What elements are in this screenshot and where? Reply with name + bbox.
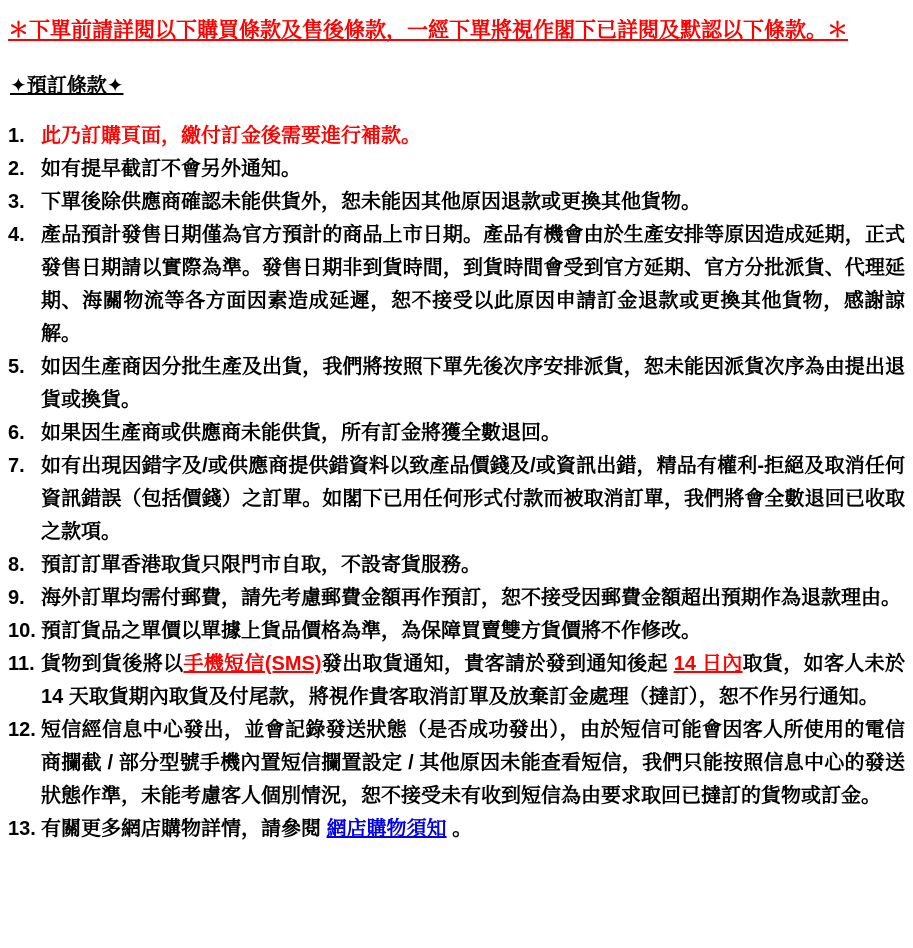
term-text-run: 貨物到貨後將以 (41, 653, 184, 676)
term-item-3 (8, 186, 905, 219)
term-number: 11. (8, 653, 35, 676)
term-text-run: 發出取貨通知，貴客請於發到通知後起 (321, 653, 674, 676)
term-text (41, 813, 905, 846)
term-highlight: 此乃訂購頁面，繳付訂金後需要進行補款。 (41, 125, 421, 148)
term-number: 1. (8, 125, 25, 148)
term-item-7 (8, 450, 905, 549)
term-number: 6. (8, 422, 25, 445)
term-item-11 (8, 648, 905, 714)
term-number: 2. (8, 158, 25, 181)
term-item-4 (8, 219, 905, 351)
term-text-run: 產品預計發售日期僅為官方預計的商品上市日期。產品有機會由於生產安排等原因造成延期，正式發售日期請以實際為準。發售日期非到貨時間，到貨時間會受到官方延期、官方分批派貨、代理延期、海關物流等各方面因素造成延遲，恕不接受以此原因申請訂金退款或更換其他貨物，感謝諒解。 (41, 224, 905, 346)
term-text (41, 549, 905, 582)
term-number: 10. (8, 620, 36, 643)
term-text (41, 582, 905, 615)
term-text (41, 417, 905, 450)
term-text (41, 450, 905, 549)
term-number: 12. (8, 719, 36, 742)
term-text-run: 如有提早截訂不會另外通知。 (41, 158, 301, 181)
section-heading: ✦預訂條款✦ (10, 75, 124, 98)
term-text (41, 351, 905, 417)
term-number: 4. (8, 224, 25, 247)
term-item-5 (8, 351, 905, 417)
term-item-12 (8, 714, 905, 813)
term-number: 7. (8, 455, 25, 478)
term-item-13 (8, 813, 905, 846)
term-text (41, 153, 905, 186)
term-text (41, 714, 905, 813)
term-text (41, 219, 905, 351)
page-title: ＊下單前請詳閱以下購買條款及售後條款，一經下單將視作閣下已詳閱及默認以下條款。＊ (8, 19, 848, 42)
term-text-run: 預訂貨品之單價以單據上貨品價格為準，為保障買賣雙方貨價將不作修改。 (41, 620, 701, 643)
term-text-run: 下單後除供應商確認未能供貨外，恕未能因其他原因退款或更換其他貨物。 (41, 191, 701, 214)
term-item-10 (8, 615, 905, 648)
term-text-run: 短信經信息中心發出，並會記錄發送狀態（是否成功發出），由於短信可能會因客人所使用的電信商攔截 / 部分型號手機內置短信攔置設定 / 其他原因未能查看短信，我們只能按照信息中心的發送狀態作準，未能考慮客人個別情況，恕不接受未有收到短信為由要求取回已撻訂的貨物或訂金。 (41, 719, 905, 808)
term-highlight: 14 日內 (673, 653, 743, 676)
term-text (41, 615, 905, 648)
term-text-run: 海外訂單均需付郵費，請先考慮郵費金額再作預訂，恕不接受因郵費金額超出預期作為退款理由。 (41, 587, 901, 610)
term-text-run: 有關更多網店購物詳情，請參閱 (41, 818, 327, 841)
term-item-6 (8, 417, 905, 450)
term-item-8 (8, 549, 905, 582)
term-item-1 (8, 120, 905, 153)
term-text-run: 。 (446, 818, 473, 841)
term-text (41, 120, 905, 153)
term-text-run: 預訂訂單香港取貨只限門市自取，不設寄貨服務。 (41, 554, 481, 577)
term-highlight: 手機短信(SMS) (183, 653, 322, 676)
term-number: 3. (8, 191, 25, 214)
term-text (41, 648, 905, 714)
term-text-run: 取貨，如客人未於 14 天取貨期內取貨及付尾款，將視作貴客取消訂單及放棄訂金處理（撻訂），恕不作另行通知。 (41, 653, 906, 709)
terms-list (8, 120, 905, 846)
term-item-9 (8, 582, 905, 615)
term-text-run: 如有出現因錯字及/或供應商提供錯資料以致產品價錢及/或資訊出錯，精品有權利-拒絕及取消任何資訊錯誤（包括價錢）之訂單。如閣下已用任何形式付款而被取消訂單，我們將會全數退回已收取之款項。 (41, 455, 905, 544)
term-number: 9. (8, 587, 25, 610)
shop-guide-link[interactable]: 網店購物須知 (326, 818, 447, 841)
term-item-2 (8, 153, 905, 186)
term-number: 5. (8, 356, 25, 379)
term-number: 13. (8, 818, 36, 841)
term-text (41, 186, 905, 219)
term-text-run: 如果因生產商或供應商未能供貨，所有訂金將獲全數退回。 (41, 422, 561, 445)
term-text-run: 如因生產商因分批生產及出貨，我們將按照下單先後次序安排派貨，恕未能因派貨次序為由提出退貨或換貨。 (41, 356, 905, 412)
term-number: 8. (8, 554, 25, 577)
